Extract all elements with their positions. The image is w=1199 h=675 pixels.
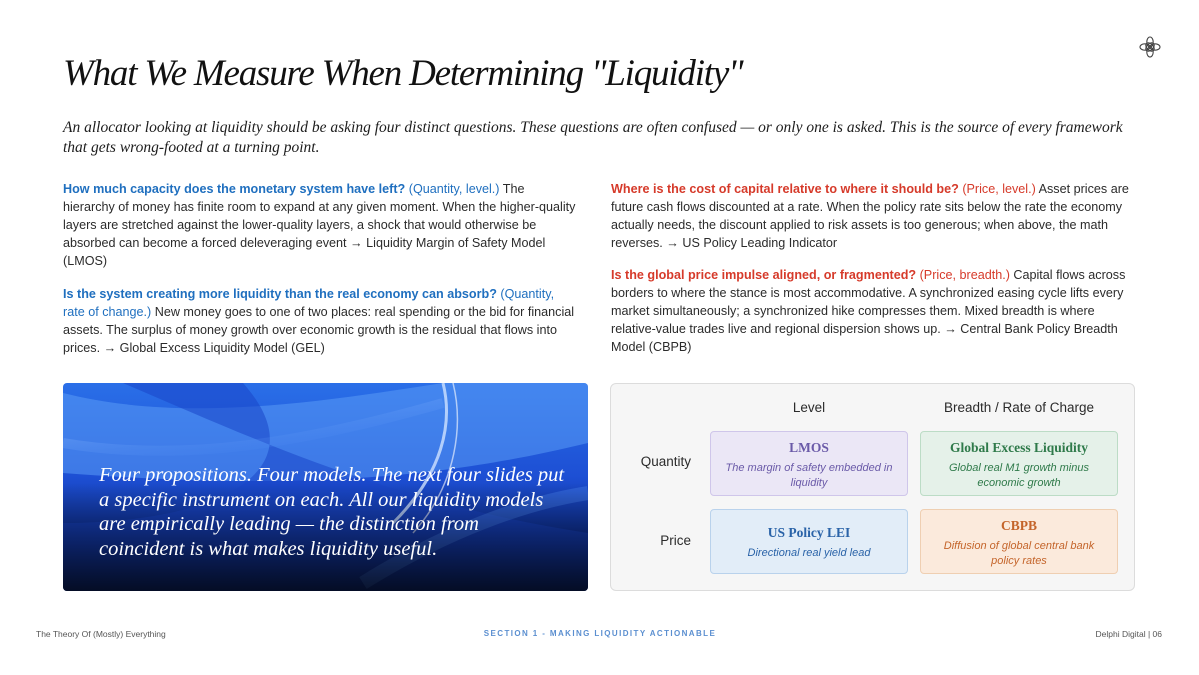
footer-page-number: Delphi Digital | 06 xyxy=(1095,629,1162,639)
question-body: Asset prices are future cash flows discounted at a rate. When the policy rate sits below the rate the economy actually needs, the discount applied to risk assets is too generous; when above, the math reverses. → US Policy Leading Indicator xyxy=(611,182,1129,250)
cell-title: US Policy LEI xyxy=(767,525,851,540)
footer-section-label: SECTION 1 - MAKING LIQUIDITY ACTIONABLE xyxy=(483,629,717,638)
question-text: Is the global price impulse aligned, or fragmented? xyxy=(611,268,917,282)
question-text: How much capacity does the monetary system have left? xyxy=(63,182,406,196)
column-header-level: Level xyxy=(792,400,826,415)
row-header-quantity: Quantity xyxy=(640,454,691,469)
cell-description: The margin of safety embedded in liquidity xyxy=(725,462,893,489)
question-tag: (Price, breadth.) xyxy=(919,268,1010,282)
row-header-price: Price xyxy=(660,533,691,548)
matrix-cell-gel xyxy=(920,431,1118,496)
cell-description: Directional real yield lead xyxy=(747,547,871,559)
hero-image-panel xyxy=(63,383,588,591)
model-matrix xyxy=(610,383,1135,591)
question-tag: (Price, level.) xyxy=(962,182,1036,196)
cell-title: Global Excess Liquidity xyxy=(949,440,1089,455)
question-text: Is the system creating more liquidity than the real economy can absorb? xyxy=(63,287,497,301)
question-global-impulse xyxy=(611,266,1139,356)
cell-title: LMOS xyxy=(789,440,829,455)
question-cost-of-capital xyxy=(611,180,1139,252)
question-tag: (Quantity, level.) xyxy=(408,182,500,196)
question-excess-liquidity xyxy=(63,285,578,357)
cell-title: CBPB xyxy=(1000,518,1037,533)
question-body: New money goes to one of two places: real spending or the bid for financial assets. The surplus of money growth over economic growth is the residual that flows into prices. → Global Excess Liquidity Model (GEL) xyxy=(63,305,575,355)
hero-statement: Four propositions. Four models. The next four slides put a specific instrument on each. All our liquidity models are empirically leading — the distinction from coincident is what makes liquidity useful. xyxy=(99,464,565,560)
page-title: What We Measure When Determining "Liquidity" xyxy=(63,53,743,94)
matrix-cell-cbpb xyxy=(920,509,1118,574)
cell-description: Diffusion of global central bank policy rates xyxy=(943,540,1095,567)
question-body: The hierarchy of money has finite room to expand at any given moment. When the higher-quality layers are stretched against the lower-quality layers, a shock that would otherwise be absorbed can become a forced deleveraging event → Liquidity Margin of Safety Model (LMOS) xyxy=(63,182,576,268)
matrix-cell-lmos xyxy=(710,431,908,496)
flower-logo-icon xyxy=(1138,35,1162,59)
footer-document-title: The Theory Of (Mostly) Everything xyxy=(36,629,166,639)
question-tag: (Quantity, rate of change.) xyxy=(63,287,555,319)
question-capacity xyxy=(63,180,578,270)
column-header-breadth: Breadth / Rate of Charge xyxy=(943,400,1095,415)
question-text: Where is the cost of capital relative to where it should be? xyxy=(611,182,959,196)
question-body: Capital flows across borders to where the stance is most accommodative. A synchronized easing cycle lifts every market simultaneously; a synchronized hike compresses them. Mixed breadth is where relative-value trades live and regional dispersion shows up. → Central Bank Policy Breadth Model (CBPB) xyxy=(611,268,1126,354)
page-subtitle: An allocator looking at liquidity should be asking four distinct questions. These questions are often confused — or only one is asked. This is the source of every framework that gets wrong-footed at a turning point. xyxy=(63,119,1123,156)
cell-description: Global real M1 growth minus economic growth xyxy=(948,462,1089,489)
matrix-cell-us-policy-lei xyxy=(710,509,908,574)
